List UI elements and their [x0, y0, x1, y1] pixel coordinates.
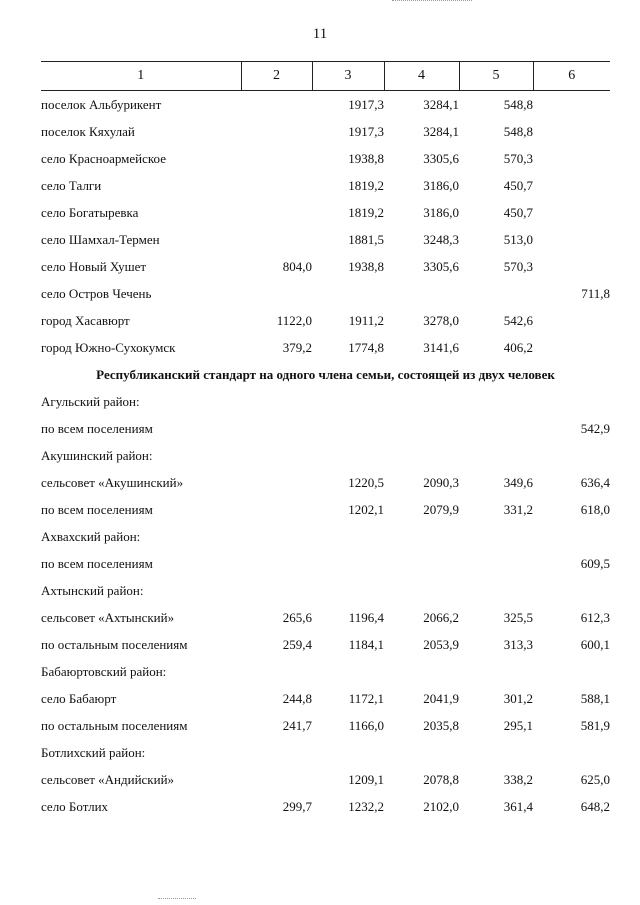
value-col-2: 804,0: [282, 258, 312, 274]
table-row: [41, 199, 610, 226]
value-col-3: 1819,2: [348, 177, 384, 193]
value-col-5: [459, 415, 533, 442]
value-col-2: 379,2: [282, 339, 312, 355]
value-col-4: 2035,8: [423, 717, 459, 733]
value-col-5: [459, 550, 533, 577]
value-col-3: 1917,3: [348, 96, 384, 112]
value-col-5: 542,6: [503, 312, 533, 328]
settlement-name: село Новый Хушет: [41, 258, 147, 274]
value-col-2: [241, 280, 312, 307]
value-col-6: 588,1: [580, 690, 610, 706]
settlement-name: село Талги: [41, 177, 102, 193]
value-col-6: 542,9: [580, 420, 610, 436]
value-col-6: 648,2: [580, 798, 610, 814]
settlement-name: село Бабаюрт: [41, 690, 117, 706]
table-row: [41, 550, 610, 577]
value-col-2: 241,7: [282, 717, 312, 733]
value-col-3: [312, 415, 384, 442]
value-col-3: 1202,1: [348, 501, 384, 517]
district-row: [41, 577, 610, 604]
table-row: [41, 631, 610, 658]
column-header-3: 3: [312, 62, 384, 91]
value-col-4: 2102,0: [423, 798, 459, 814]
value-col-3: 1232,2: [348, 798, 384, 814]
value-col-2: [241, 496, 312, 523]
value-col-4: 3186,0: [423, 204, 459, 220]
district-name: Агульский район:: [41, 393, 140, 409]
settlement-name: по всем поселениям: [41, 420, 153, 436]
settlement-name: сельсовет «Андийский»: [41, 771, 175, 787]
column-header-1: 1: [41, 62, 241, 91]
column-number-row: [41, 62, 610, 91]
settlement-name: по остальным поселениям: [41, 717, 188, 733]
column-header-5: 5: [459, 62, 533, 91]
value-col-4: 2041,9: [423, 690, 459, 706]
value-col-6: [533, 253, 610, 280]
value-col-5: 301,2: [503, 690, 533, 706]
table-row: [41, 766, 610, 793]
column-header-2: 2: [241, 62, 312, 91]
value-col-3: 1938,8: [348, 258, 384, 274]
table-row: [41, 334, 610, 361]
value-col-4: 2053,9: [423, 636, 459, 652]
table-row: [41, 712, 610, 739]
value-col-3: 1209,1: [348, 771, 384, 787]
settlement-name: село Шамхал-Термен: [41, 231, 160, 247]
value-col-3: [312, 280, 384, 307]
settlement-name: село Богатыревка: [41, 204, 139, 220]
table-row: [41, 280, 610, 307]
district-name: Бабаюртовский район:: [41, 663, 167, 679]
bottom-edge-mark: [158, 898, 196, 900]
value-col-6: 636,4: [580, 474, 610, 490]
value-col-5: 295,1: [503, 717, 533, 733]
value-col-6: 612,3: [580, 609, 610, 625]
value-col-3: 1172,1: [348, 690, 384, 706]
value-col-3: 1881,5: [348, 231, 384, 247]
value-col-4: 3141,6: [423, 339, 459, 355]
value-col-5: 331,2: [503, 501, 533, 517]
settlement-name: сельсовет «Акушинский»: [41, 474, 184, 490]
value-col-5: 570,3: [503, 258, 533, 274]
value-col-6: 609,5: [580, 555, 610, 571]
table-row: [41, 415, 610, 442]
value-col-6: [533, 226, 610, 253]
value-col-3: 1220,5: [348, 474, 384, 490]
table-row: [41, 307, 610, 334]
value-col-6: 581,9: [580, 717, 610, 733]
table-row: [41, 469, 610, 496]
value-col-2: [241, 550, 312, 577]
table-row: [41, 604, 610, 631]
value-col-4: 3186,0: [423, 177, 459, 193]
table-row: [41, 172, 610, 199]
value-col-2: [241, 415, 312, 442]
value-col-4: [384, 280, 459, 307]
value-col-3: 1911,2: [348, 312, 384, 328]
value-col-4: 2090,3: [423, 474, 459, 490]
value-col-4: 3284,1: [423, 96, 459, 112]
value-col-3: [312, 550, 384, 577]
value-col-6: 600,1: [580, 636, 610, 652]
value-col-5: 349,6: [503, 474, 533, 490]
value-col-5: 548,8: [503, 96, 533, 112]
settlement-name: город Хасавюрт: [41, 312, 130, 328]
value-col-2: 1122,0: [276, 312, 312, 328]
settlement-name: поселок Кяхулай: [41, 123, 135, 139]
section-heading-row: [41, 361, 610, 388]
value-col-3: 1774,8: [348, 339, 384, 355]
district-name: Ахтынский район:: [41, 582, 144, 598]
value-col-5: [459, 280, 533, 307]
value-col-5: 548,8: [503, 123, 533, 139]
value-col-4: 3305,6: [423, 150, 459, 166]
value-col-6: [533, 334, 610, 361]
value-col-2: 299,7: [282, 798, 312, 814]
value-col-4: [384, 415, 459, 442]
value-col-5: 361,4: [503, 798, 533, 814]
table-row: [41, 226, 610, 253]
value-col-2: [241, 118, 312, 145]
value-col-3: 1917,3: [348, 123, 384, 139]
value-col-4: 3248,3: [423, 231, 459, 247]
value-col-2: [241, 766, 312, 793]
value-col-3: 1184,1: [348, 636, 384, 652]
settlement-name: село Остров Чечень: [41, 285, 152, 301]
value-col-5: 313,3: [503, 636, 533, 652]
table-body: [41, 91, 610, 821]
value-col-6: [533, 199, 610, 226]
table-row: [41, 253, 610, 280]
value-col-4: 3305,6: [423, 258, 459, 274]
table-row: [41, 145, 610, 172]
value-col-2: 259,4: [282, 636, 312, 652]
value-col-4: 2078,8: [423, 771, 459, 787]
settlement-name: по остальным поселениям: [41, 636, 188, 652]
column-header-6: 6: [533, 62, 610, 91]
column-header-4: 4: [384, 62, 459, 91]
district-row: [41, 739, 610, 766]
value-col-4: [384, 550, 459, 577]
value-col-6: [533, 307, 610, 334]
page-number: 11: [312, 26, 328, 42]
settlement-name: по всем поселениям: [41, 501, 153, 517]
value-col-4: 2066,2: [423, 609, 459, 625]
value-col-6: [533, 118, 610, 145]
district-name: Акушинский район:: [41, 447, 153, 463]
value-col-3: 1166,0: [348, 717, 384, 733]
table-row: [41, 91, 610, 119]
settlement-name: город Южно-Сухокумск: [41, 339, 176, 355]
value-col-5: 570,3: [503, 150, 533, 166]
value-col-4: 2079,9: [423, 501, 459, 517]
settlement-name: поселок Альбурикент: [41, 96, 162, 112]
settlement-name: сельсовет «Ахтынский»: [41, 609, 175, 625]
settlement-name: село Ботлих: [41, 798, 109, 814]
value-col-6: [533, 172, 610, 199]
district-row: [41, 658, 610, 685]
value-col-3: 1196,4: [348, 609, 384, 625]
top-edge-mark: [392, 0, 472, 2]
value-col-3: 1938,8: [348, 150, 384, 166]
value-col-5: 325,5: [503, 609, 533, 625]
district-row: [41, 388, 610, 415]
value-col-2: [241, 469, 312, 496]
value-col-6: [533, 145, 610, 172]
value-col-3: 1819,2: [348, 204, 384, 220]
value-col-4: 3278,0: [423, 312, 459, 328]
district-row: [41, 523, 610, 550]
value-col-5: 338,2: [503, 771, 533, 787]
value-col-4: 3284,1: [423, 123, 459, 139]
value-col-2: [241, 91, 312, 119]
value-col-6: [533, 91, 610, 119]
section-heading: Республиканский стандарт на одного члена семьи, состоящей из двух человек: [96, 366, 555, 382]
table-row: [41, 118, 610, 145]
value-col-2: 244,8: [282, 690, 312, 706]
district-name: Ахвахский район:: [41, 528, 141, 544]
value-col-2: [241, 145, 312, 172]
value-col-6: 625,0: [580, 771, 610, 787]
value-col-2: [241, 172, 312, 199]
value-col-2: [241, 226, 312, 253]
settlement-name: село Красноармейское: [41, 150, 166, 166]
value-col-6: 711,8: [581, 285, 610, 301]
value-col-5: 450,7: [503, 177, 533, 193]
value-col-6: 618,0: [580, 501, 610, 517]
table-row: [41, 793, 610, 820]
settlement-name: по всем поселениям: [41, 555, 153, 571]
table-row: [41, 685, 610, 712]
value-col-5: 513,0: [503, 231, 533, 247]
value-col-5: 450,7: [503, 204, 533, 220]
value-col-5: 406,2: [503, 339, 533, 355]
standards-table: [41, 61, 610, 820]
district-name: Ботлихский район:: [41, 744, 146, 760]
value-col-2: 265,6: [282, 609, 312, 625]
table-row: [41, 496, 610, 523]
value-col-2: [241, 199, 312, 226]
district-row: [41, 442, 610, 469]
